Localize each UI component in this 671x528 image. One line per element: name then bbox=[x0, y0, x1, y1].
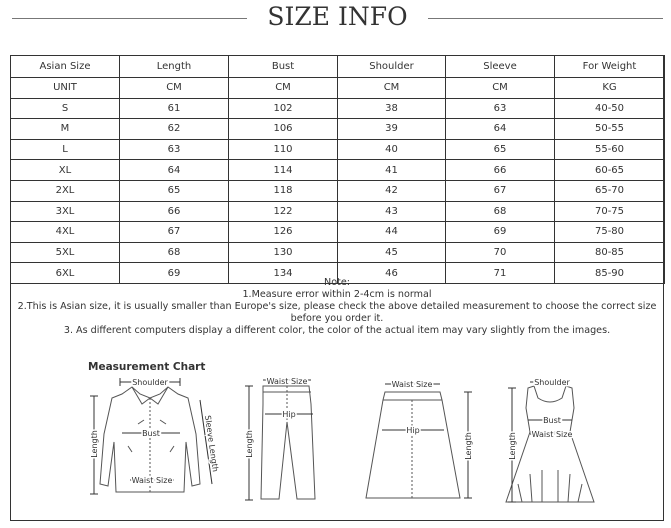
table-cell: XL bbox=[11, 160, 120, 181]
table-cell: Sleeve bbox=[446, 56, 555, 78]
table-cell: 134 bbox=[229, 263, 338, 284]
table-cell: Asian Size bbox=[11, 56, 120, 78]
table-cell: 67 bbox=[120, 222, 229, 243]
table-cell: 40 bbox=[338, 139, 446, 160]
table-cell: 65 bbox=[120, 180, 229, 201]
table-cell: 75-80 bbox=[555, 222, 665, 243]
table-cell: Length bbox=[120, 56, 229, 78]
table-cell: 126 bbox=[229, 222, 338, 243]
table-cell: 65 bbox=[446, 139, 555, 160]
table-cell: For Weight bbox=[555, 56, 665, 78]
table-cell: 70-75 bbox=[555, 201, 665, 222]
table-cell: 46 bbox=[338, 263, 446, 284]
shirt-length-label: Length bbox=[90, 430, 99, 458]
table-cell: 67 bbox=[446, 180, 555, 201]
skirt-length-label: Length bbox=[464, 432, 473, 460]
table-cell: 50-55 bbox=[555, 119, 665, 140]
table-cell: 68 bbox=[446, 201, 555, 222]
table-cell: Bust bbox=[229, 56, 338, 78]
pants-hip-label: Hip bbox=[282, 410, 296, 419]
note-line-2: 2.This is Asian size, it is usually smaller than Europe's size, please check the above detailed measurement to choose the correct size before you order it. bbox=[17, 301, 657, 324]
dress-shoulder-label: Shoulder bbox=[534, 378, 570, 387]
notes-block bbox=[10, 277, 664, 337]
table-cell: 118 bbox=[229, 180, 338, 201]
table-cell: 66 bbox=[446, 160, 555, 181]
table-cell: 71 bbox=[446, 263, 555, 284]
table-cell: 6XL bbox=[11, 263, 120, 284]
title-bar bbox=[0, 0, 671, 40]
table-cell: 106 bbox=[229, 119, 338, 140]
pants-diagram bbox=[235, 374, 320, 514]
table-cell: 3XL bbox=[11, 201, 120, 222]
table-cell: 110 bbox=[229, 139, 338, 160]
skirt-waist-label: Waist Size bbox=[391, 380, 433, 389]
table-row bbox=[11, 222, 665, 243]
table-cell: Shoulder bbox=[338, 56, 446, 78]
table-cell: 60-65 bbox=[555, 160, 665, 181]
table-cell: 85-90 bbox=[555, 263, 665, 284]
pants-diagram-svg bbox=[235, 374, 320, 514]
table-cell: 66 bbox=[120, 201, 229, 222]
table-cell: M bbox=[11, 119, 120, 140]
table-cell: L bbox=[11, 139, 120, 160]
skirt-diagram-svg bbox=[360, 374, 480, 514]
note-line-3: 3. As different computers display a different color, the color of the actual item may vary slightly from the images. bbox=[63, 325, 611, 336]
table-cell: 63 bbox=[120, 139, 229, 160]
table-cell: KG bbox=[555, 78, 665, 99]
measurement-chart-title: Measurement Chart bbox=[88, 361, 206, 373]
table-cell: 62 bbox=[120, 119, 229, 140]
shirt-diagram bbox=[82, 374, 227, 514]
table-cell: 39 bbox=[338, 119, 446, 140]
dress-waist-label: Waist Size bbox=[531, 430, 573, 439]
dress-bust-label: Bust bbox=[543, 416, 561, 425]
table-unit-row bbox=[11, 78, 665, 99]
table-cell: 64 bbox=[446, 119, 555, 140]
title-divider-left bbox=[12, 18, 247, 19]
table-cell: 4XL bbox=[11, 222, 120, 243]
table-cell: CM bbox=[229, 78, 338, 99]
table-cell: 63 bbox=[446, 98, 555, 119]
table-cell: 69 bbox=[446, 222, 555, 243]
table-cell: CM bbox=[446, 78, 555, 99]
table-cell: UNIT bbox=[11, 78, 120, 99]
skirt-diagram bbox=[360, 374, 480, 514]
dress-length-label: Length bbox=[508, 432, 517, 460]
table-cell: 80-85 bbox=[555, 242, 665, 263]
table-cell: 38 bbox=[338, 98, 446, 119]
size-table bbox=[10, 55, 665, 284]
table-row bbox=[11, 98, 665, 119]
shirt-sleeve-label: Sleeve Length bbox=[203, 414, 220, 473]
table-header-row bbox=[11, 56, 665, 78]
table-cell: 42 bbox=[338, 180, 446, 201]
table-cell: 70 bbox=[446, 242, 555, 263]
pants-length-label: Length bbox=[245, 430, 254, 458]
shirt-waist-label: Waist Size bbox=[131, 476, 173, 485]
table-cell: 64 bbox=[120, 160, 229, 181]
table-cell: 114 bbox=[229, 160, 338, 181]
table-cell: S bbox=[11, 98, 120, 119]
table-cell: 41 bbox=[338, 160, 446, 181]
dress-diagram bbox=[500, 374, 600, 514]
dress-diagram-svg bbox=[500, 374, 600, 514]
table-cell: 45 bbox=[338, 242, 446, 263]
table-cell: 5XL bbox=[11, 242, 120, 263]
page-title: SIZE INFO bbox=[267, 2, 408, 31]
table-cell: 69 bbox=[120, 263, 229, 284]
table-cell: 122 bbox=[229, 201, 338, 222]
table-cell: 44 bbox=[338, 222, 446, 243]
table-cell: 68 bbox=[120, 242, 229, 263]
table-cell: 43 bbox=[338, 201, 446, 222]
table-cell: 61 bbox=[120, 98, 229, 119]
table-row bbox=[11, 242, 665, 263]
table-cell: CM bbox=[120, 78, 229, 99]
table-row bbox=[11, 180, 665, 201]
table-row bbox=[11, 201, 665, 222]
table-cell: 102 bbox=[229, 98, 338, 119]
table-row bbox=[11, 139, 665, 160]
table-cell: 55-60 bbox=[555, 139, 665, 160]
table-cell: 2XL bbox=[11, 180, 120, 201]
skirt-hip-label: Hip bbox=[406, 426, 420, 435]
shirt-shoulder-label: Shoulder bbox=[132, 378, 168, 387]
table-row bbox=[11, 119, 665, 140]
title-divider-right bbox=[428, 18, 663, 19]
notes-heading: Note: bbox=[324, 277, 350, 288]
shirt-bust-label: Bust bbox=[142, 429, 160, 438]
table-cell: CM bbox=[338, 78, 446, 99]
pants-waist-label: Waist Size bbox=[266, 377, 308, 386]
table-cell: 130 bbox=[229, 242, 338, 263]
table-row bbox=[11, 160, 665, 181]
shirt-diagram-svg bbox=[82, 374, 227, 514]
table-cell: 65-70 bbox=[555, 180, 665, 201]
table-cell: 40-50 bbox=[555, 98, 665, 119]
note-line-1: 1.Measure error within 2-4cm is normal bbox=[242, 289, 432, 300]
